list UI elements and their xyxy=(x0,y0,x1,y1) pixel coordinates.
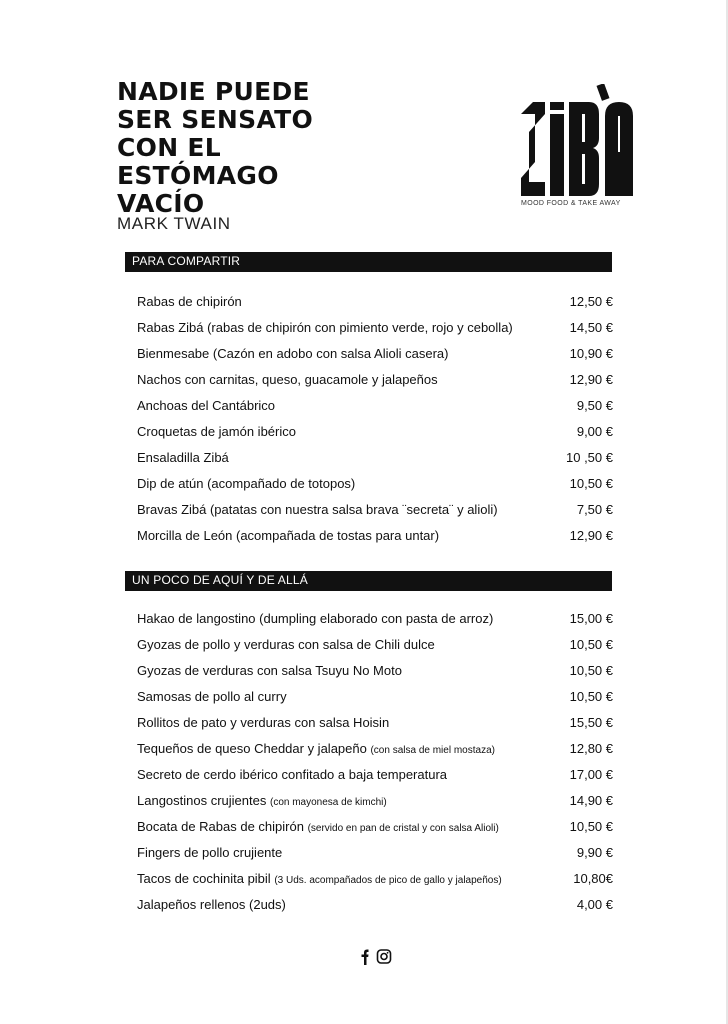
social-icons xyxy=(358,948,398,966)
item-name xyxy=(137,741,495,756)
item-name: Bienmesabe (Cazón en adobo con salsa Alioli casera) xyxy=(137,346,449,361)
menu-item xyxy=(137,396,613,422)
item-price: 14,90 € xyxy=(569,793,613,808)
item-name xyxy=(137,715,389,730)
item-name xyxy=(137,871,502,886)
item-price: 12,90 € xyxy=(569,528,613,543)
item-price: 10,90 € xyxy=(569,346,613,361)
item-name: Anchoas del Cantábrico xyxy=(137,398,276,413)
item-name-text: Samosas de pollo al curry xyxy=(137,689,287,704)
item-name: Croquetas de jamón ibérico xyxy=(137,424,296,439)
menu-item xyxy=(137,713,613,739)
item-price: 15,00 € xyxy=(569,611,613,626)
logo-tagline: MOOD FOOD & TAKE AWAY xyxy=(521,200,621,207)
quote-line: VACÍO xyxy=(117,189,205,218)
quote-line: CON EL xyxy=(117,133,222,162)
item-name: Nachos con carnitas, queso, guacamole y jalapeños xyxy=(137,372,438,387)
item-name: Rabas de chipirón xyxy=(137,294,242,309)
ziba-logo xyxy=(519,84,639,214)
section-header-para-compartir xyxy=(125,252,612,272)
menu-item xyxy=(137,500,613,526)
item-price: 10 ,50 € xyxy=(566,450,613,465)
section-header-un-poco-de-aqui xyxy=(125,571,612,591)
item-price: 9,50 € xyxy=(576,398,613,413)
item-price: 10,50 € xyxy=(569,819,613,834)
item-name-text: Tacos de cochinita pibil xyxy=(137,871,271,886)
quote-author: MARK TWAIN xyxy=(117,214,231,233)
item-note: (servido en pan de cristal y con salsa Alioli) xyxy=(307,823,499,834)
item-price: 17,00 € xyxy=(569,767,613,782)
menu-item xyxy=(137,422,613,448)
menu-item xyxy=(137,817,613,843)
item-note: (con mayonesa de kimchi) xyxy=(269,797,387,808)
menu-item xyxy=(137,526,613,552)
item-name xyxy=(137,819,499,834)
facebook-icon[interactable] xyxy=(362,950,369,966)
item-name xyxy=(137,845,282,860)
menu-item xyxy=(137,869,613,895)
item-name-text: Jalapeños rellenos (2uds) xyxy=(137,897,286,912)
item-name xyxy=(137,897,286,912)
menu-item xyxy=(137,609,613,635)
item-price: 4,00 € xyxy=(576,897,613,912)
section-title: PARA COMPARTIR xyxy=(132,254,241,268)
item-name: Morcilla de León (acompañada de tostas para untar) xyxy=(137,528,440,543)
quote-line: SER SENSATO xyxy=(117,105,314,134)
menu-item xyxy=(137,344,613,370)
item-name xyxy=(137,611,493,626)
item-name: Bravas Zibá (patatas con nuestra salsa brava ¨secreta¨ y alioli) xyxy=(137,502,498,517)
item-price: 10,80€ xyxy=(573,871,613,886)
menu-item xyxy=(137,843,613,869)
menu-item xyxy=(137,661,613,687)
item-name-text: Langostinos crujientes xyxy=(137,793,267,808)
item-price: 12,90 € xyxy=(569,372,613,387)
item-price: 9,00 € xyxy=(576,424,613,439)
item-name-text: Tequeños de queso Cheddar y jalapeño xyxy=(137,741,367,756)
item-price: 10,50 € xyxy=(569,476,613,491)
section-items-un-poco-de-aqui xyxy=(137,609,613,921)
section-items-para-compartir xyxy=(137,292,613,552)
item-note: (3 Uds. acompañados de pico de gallo y jalapeños) xyxy=(274,875,502,886)
item-price: 7,50 € xyxy=(576,502,613,517)
item-name: Rabas Zibá (rabas de chipirón con pimiento verde, rojo y cebolla) xyxy=(137,320,513,335)
menu-item xyxy=(137,765,613,791)
item-price: 12,80 € xyxy=(569,741,613,756)
item-name-text: Bocata de Rabas de chipirón xyxy=(137,819,304,834)
menu-item xyxy=(137,318,613,344)
quote-line: ESTÓMAGO xyxy=(117,161,279,190)
item-name-text: Gyozas de verduras con salsa Tsuyu No Moto xyxy=(137,663,402,678)
item-name xyxy=(137,637,435,652)
item-name: Dip de atún (acompañado de totopos) xyxy=(137,476,356,491)
item-name-text: Gyozas de pollo y verduras con salsa de Chili dulce xyxy=(137,637,435,652)
item-price: 12,50 € xyxy=(569,294,613,309)
item-name xyxy=(137,767,447,782)
item-name-text: Hakao de langostino (dumpling elaborado con pasta de arroz) xyxy=(137,611,494,626)
menu-item xyxy=(137,292,613,318)
menu-item xyxy=(137,739,613,765)
item-name-text: Fingers de pollo crujiente xyxy=(137,845,283,860)
item-name xyxy=(137,663,402,678)
item-price: 10,50 € xyxy=(569,663,613,678)
item-price: 10,50 € xyxy=(569,637,613,652)
item-name xyxy=(137,689,287,704)
instagram-icon[interactable] xyxy=(378,950,391,963)
item-price: 10,50 € xyxy=(569,689,613,704)
menu-item xyxy=(137,895,613,921)
item-price: 14,50 € xyxy=(569,320,613,335)
item-price: 9,90 € xyxy=(576,845,613,860)
menu-item xyxy=(137,370,613,396)
item-name xyxy=(137,793,387,808)
item-note: (con salsa de miel mostaza) xyxy=(370,745,495,756)
item-name-text: Secreto de cerdo ibérico confitado a baja temperatura xyxy=(137,767,448,782)
quote-block xyxy=(117,78,367,234)
quote-line: NADIE PUEDE xyxy=(117,77,310,106)
menu-item xyxy=(137,448,613,474)
item-name-text: Rollitos de pato y verduras con salsa Hoisin xyxy=(137,715,390,730)
menu-item xyxy=(137,635,613,661)
menu-item xyxy=(137,687,613,713)
item-price: 15,50 € xyxy=(569,715,613,730)
section-title: UN POCO DE AQUÍ Y DE ALLÁ xyxy=(132,573,308,587)
item-name: Ensaladilla Zibá xyxy=(137,450,229,465)
menu-item xyxy=(137,791,613,817)
menu-item xyxy=(137,474,613,500)
